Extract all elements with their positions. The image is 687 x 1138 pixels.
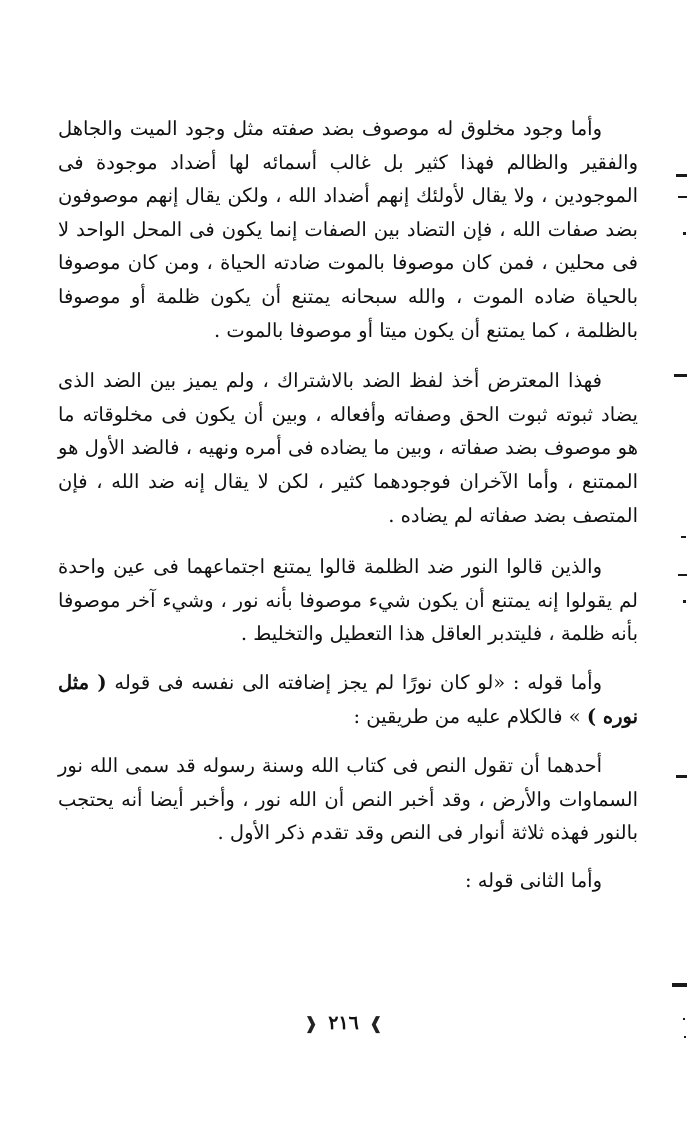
scan-mark (676, 174, 687, 177)
scan-mark (678, 574, 687, 576)
paragraph-2: فهذا المعترض أخذ لفظ الضد بالاشتراك ، ولم يميز بين الضد الذى يضاد ثبوته ثبوت الحق وصفاته وأفعاله ، وبين أن يكون فى مخلوقاته ما هو موصوف بضد صفاته ، وبين ما يضاده فى أمره ونهيه ، فالضد الأول هو الممتنع ، وأما الآخران فوجودهما كثير ، لكن لا يقال إنه ضد الله ، فإن المتصف بضد صفاته لم يضاده . (58, 369, 638, 527)
ornament-left-icon: ❰ (303, 1014, 319, 1034)
page-number: ٢١٦ (328, 1012, 359, 1034)
paragraph-1: وأما وجود مخلوق له موصوف بضد صفته مثل وجود الميت والجاهل والفقير والظالم فهذا كثير بل غالب أسمائه لها أضداد موجودة فى الموجودين ، ولا يقال لأولئك إنهم أضداد الله ، ولكن يقال إنهم موصوفون بضد صفات الله ، فإن التضاد بين الصفات إنما يكون فى المحل الواحد لا فى محلين ، فمن كان موصوفا بالموت ضادته الحياة ، ومن كان موصوفا بالحياة ضاده الموت ، والله سبحانه يمتنع أن يكون ظلمة أو موصوفا بالظلمة ، كما يمتنع أن يكون ميتا أو موصوفا بالموت . (58, 117, 638, 342)
paragraph-6: وأما الثانى قوله : (464, 868, 602, 892)
quote-outro: » فالكلام عليه من طريقين : (353, 704, 587, 728)
scan-mark (684, 1036, 686, 1038)
scan-mark (678, 196, 687, 198)
quran-reference: ( مثل نوره ) (58, 670, 638, 728)
page-number-footer (0, 1012, 687, 1034)
scan-mark (674, 374, 687, 377)
paragraph-3: والذين قالوا النور ضد الظلمة قالوا يمتنع اجتماعهما فى عين واحدة لم يقولوا إنه يمتنع أن يكون شيء موصوفا بأنه نور ، وشيء آخر موصوفا بأنه ظلمة ، فليتدبر العاقل هذا التعطيل والتخليط . (58, 555, 638, 646)
scan-mark (672, 983, 687, 987)
scan-mark (681, 536, 686, 538)
scan-mark (683, 232, 686, 235)
paragraph-5: أحدهما أن تقول النص فى كتاب الله وسنة رسوله قد سمى الله نور السماوات والأرض ، وقد أخبر النص أن الله نور ، وأخبر أيضا أنه يحتجب بالنور فهذه ثلاثة أنوار فى النص وقد تقدم ذكر الأول . (58, 754, 638, 845)
page-body (58, 112, 638, 897)
scan-mark (683, 600, 686, 603)
paragraph-4 (58, 666, 638, 733)
quote-intro: وأما قوله : «لو كان نورًا لم يجز إضافته الى نفسه فى قوله (106, 670, 602, 694)
ornament-right-icon: ❱ (368, 1014, 384, 1034)
scan-mark (676, 775, 687, 778)
